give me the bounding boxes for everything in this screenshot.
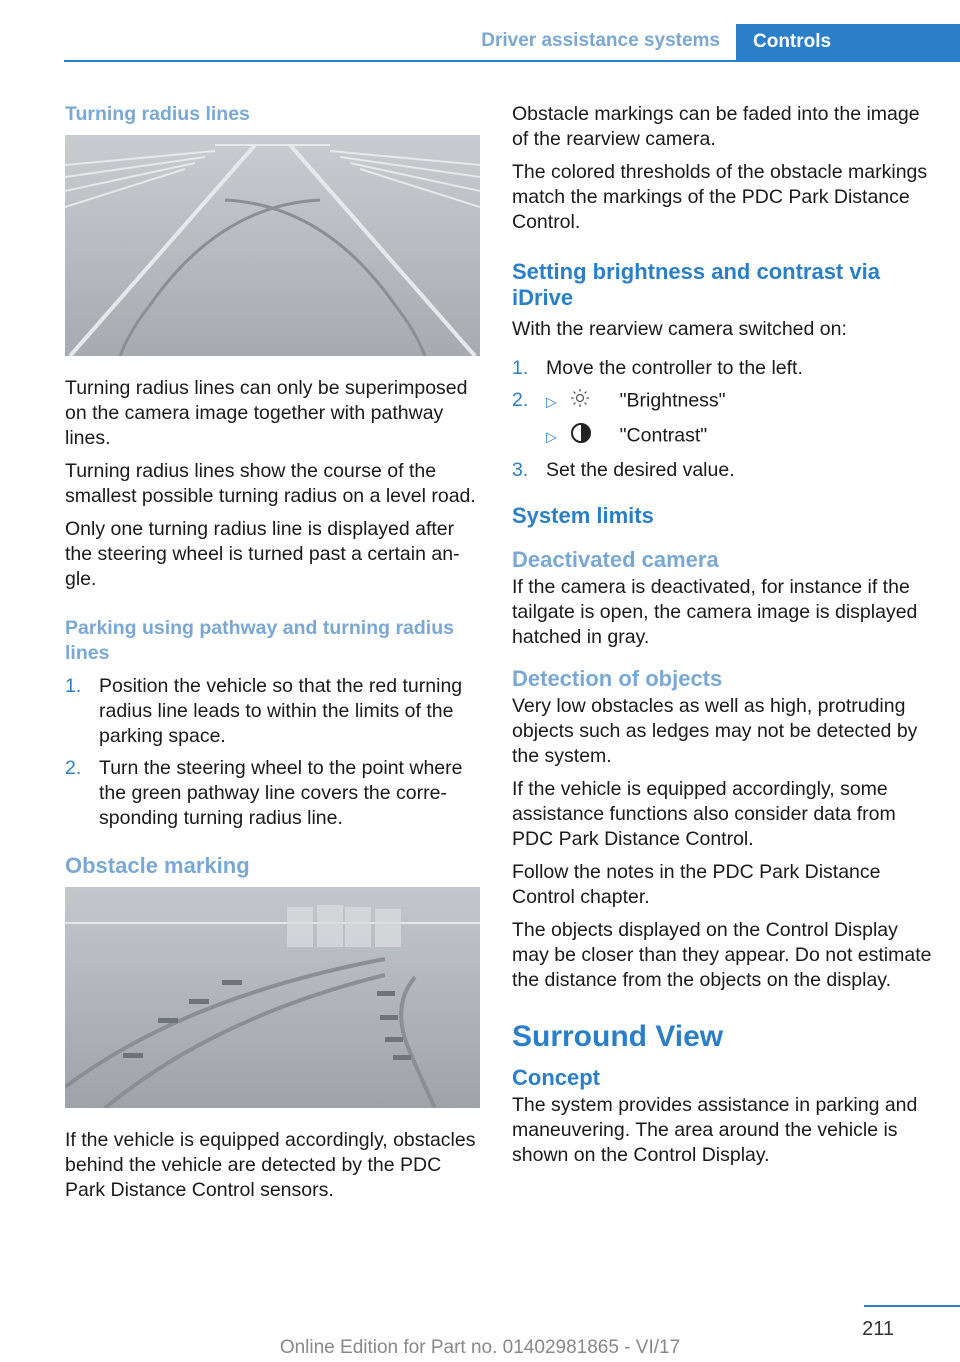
sublist-item-brightness bbox=[546, 388, 932, 415]
heading-obstacle-marking: Obstacle marking bbox=[65, 853, 250, 878]
header-section-title: Driver assistance systems bbox=[481, 30, 720, 51]
brightness-intro: With the rearview camera switched on: bbox=[512, 318, 847, 340]
step-number: 3. bbox=[512, 459, 529, 481]
list-item bbox=[65, 674, 483, 749]
list-item bbox=[65, 756, 483, 831]
step-text: Move the controller to the left. bbox=[546, 357, 803, 379]
footer-rule bbox=[864, 1305, 960, 1307]
contrast-label: "Contrast" bbox=[619, 424, 708, 447]
triangle-bullet-icon: ▷ bbox=[546, 393, 557, 410]
deactivated-text: If the camera is deactivated, for instance if the tailgate is open, the camera image is displayed hatched in gray. bbox=[512, 576, 918, 648]
brightness-sun-icon bbox=[570, 388, 596, 415]
heading-concept: Concept bbox=[512, 1065, 600, 1090]
brightness-sublist bbox=[546, 388, 932, 451]
list-item bbox=[512, 356, 932, 381]
heading-surround-view: Surround View bbox=[512, 1020, 724, 1053]
turning-text-1: Turning radius lines can only be superimposed on the camera image together with pathway lines. bbox=[65, 377, 468, 449]
heading-turning-radius-lines: Turning radius lines bbox=[65, 103, 250, 125]
header-tab-controls: Controls bbox=[736, 24, 960, 62]
step-number: 2. bbox=[512, 389, 529, 411]
detection-text-2: If the vehicle is equipped accordingly, some assistance functions also consider data from PDC Park Distance Control. bbox=[512, 778, 896, 850]
header-rule bbox=[64, 60, 960, 62]
step-number: 1. bbox=[512, 357, 529, 379]
heading-deactivated-camera: Deactivated camera bbox=[512, 547, 719, 572]
heading-system-limits: System limits bbox=[512, 503, 654, 528]
contrast-icon bbox=[570, 422, 596, 451]
edition-note: Online Edition for Part no. 01402981865 - VI/17 bbox=[279, 1337, 681, 1358]
turning-text-3: Only one turning radius line is displayed after the steering wheel is turned past a certain angle. bbox=[65, 518, 460, 590]
obstacle-text-1: If the vehicle is equipped accordingly, obstacles behind the vehicle are detected by the PDC Park Distance Control sensors. bbox=[65, 1129, 476, 1201]
brightness-steps-list bbox=[512, 356, 932, 483]
detection-text-4: The objects displayed on the Control Display may be closer than they appear. Do not estimate the distance from the objects on the display. bbox=[512, 919, 932, 991]
turning-text-2: Turning radius lines show the course of the smallest possible turning radius on a level road. bbox=[65, 460, 476, 507]
obstacle-text-3: The colored thresholds of the obstacle markings match the markings of the PDC Park Distance Control. bbox=[512, 161, 928, 233]
obstacle-text-2: Obstacle markings can be faded into the image of the rearview camera. bbox=[512, 103, 920, 150]
detection-text-3: Follow the notes in the PDC Park Distance Control chapter. bbox=[512, 861, 881, 908]
heading-parking-pathway: Parking using pathway and turning radius lines bbox=[65, 617, 454, 664]
turning-radius-lines-figure bbox=[65, 135, 480, 356]
parking-steps-list bbox=[65, 674, 483, 831]
right-column bbox=[512, 102, 932, 1176]
detection-text-1: Very low obstacles as well as high, protruding objects such as ledges may not be detected by the system. bbox=[512, 695, 918, 767]
concept-text: The system provides assistance in parking and maneuvering. The area around the vehicle is shown on the Control Display. bbox=[512, 1094, 918, 1166]
page-number: 211 bbox=[862, 1318, 894, 1340]
page-header bbox=[0, 24, 960, 64]
step-number: 1. bbox=[65, 675, 82, 697]
brightness-label: "Brightness" bbox=[619, 389, 726, 412]
obstacle-marking-figure bbox=[65, 887, 480, 1108]
heading-brightness-contrast: Setting brightness and contrast via iDrive bbox=[512, 259, 880, 310]
heading-detection-objects: Detection of objects bbox=[512, 666, 723, 691]
list-item bbox=[512, 388, 932, 451]
step-text: Set the desired value. bbox=[546, 459, 735, 481]
left-column bbox=[65, 102, 483, 1211]
step-text: Turn the steering wheel to the point where the green pathway line covers the corresponding turning radius line. bbox=[99, 757, 463, 829]
step-number: 2. bbox=[65, 757, 82, 779]
step-text: Position the vehicle so that the red turning radius line leads to within the limits of the parking space. bbox=[99, 675, 463, 747]
list-item bbox=[512, 458, 932, 483]
triangle-bullet-icon: ▷ bbox=[546, 428, 557, 445]
sublist-item-contrast bbox=[546, 422, 932, 451]
